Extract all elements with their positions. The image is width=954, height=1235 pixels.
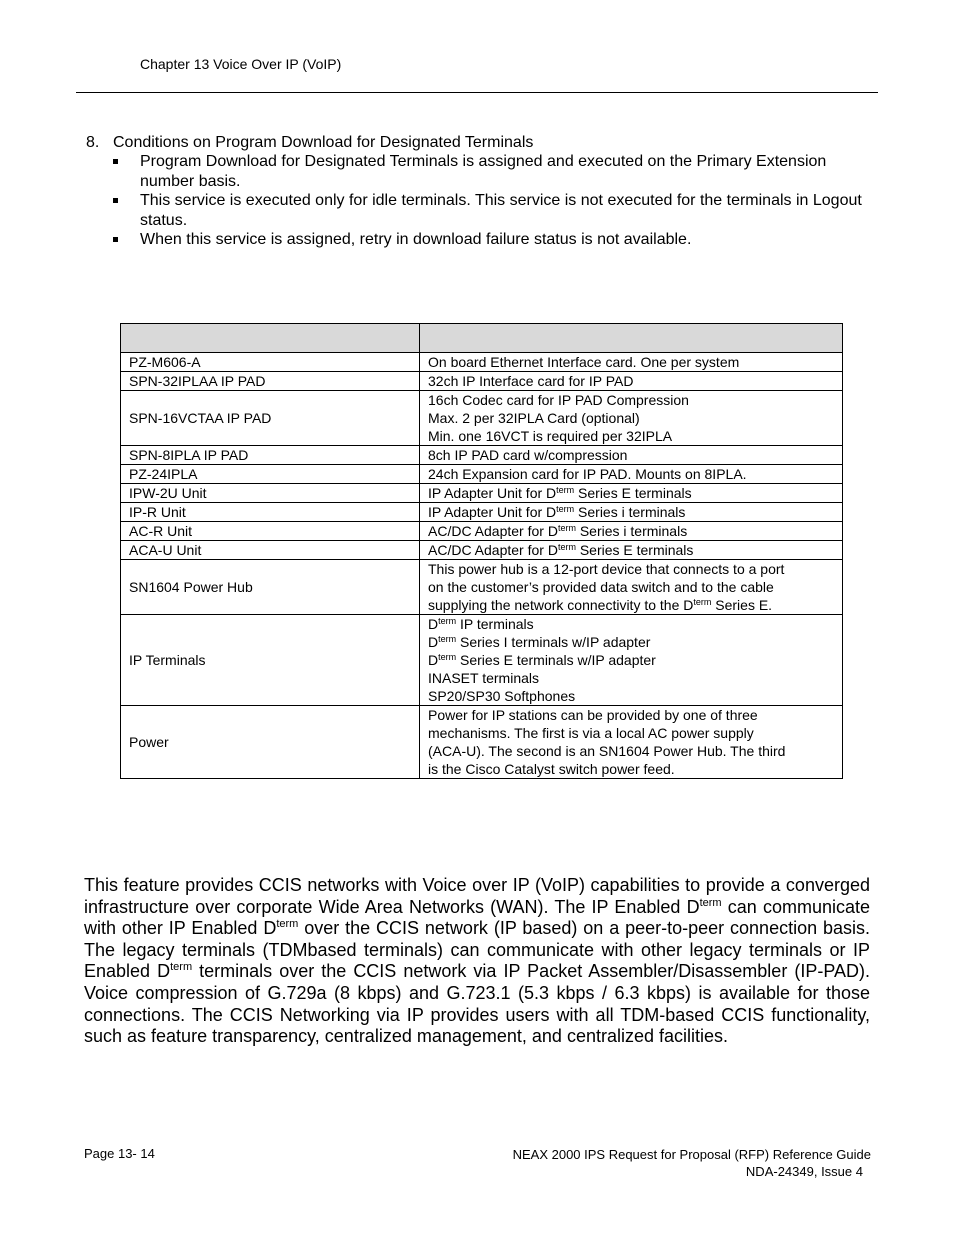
running-header: Chapter 13 Voice Over IP (VoIP): [140, 56, 342, 72]
square-bullet-icon: [113, 198, 118, 203]
table-row: PZ-M606-A On board Ethernet Interface card. One per system: [121, 353, 843, 372]
condition-number: 8.: [86, 134, 100, 151]
table-row: SN1604 Power Hub This power hub is a 12-port device that connects to a port on the customer’s provided data switch and to the cable supplying the network connectivity to the $D^{term}$ Series E.: [121, 560, 843, 615]
table-row: AC-R Unit AC/DC Adapter for $D^{term}$ Series i terminals: [121, 522, 843, 541]
ccis-voip-paragraph: This feature provides CCIS networks with Voice over IP (VoIP) capabilities to provide a converged infrastructure over corporate Wide Area Networks (WAN). The IP Enabled $D^{term}$ can communicate with other IP Enabled $D^{term}$ over the CCIS network (IP based) on a peer-to-peer connection basis. The legacy terminals (TDMbased terminals) can communicate with other legacy terminals or IP Enabled $D^{term}$ terminals over the CCIS network via IP Packet Assembler/Disassembler (IP-PAD). Voice compression of G.729a (8 kbps) and G.723.1 (5.3 kbps / 6.3 kbps) is available for those connections. The CCIS Networking via IP provides users with all TDM-based CCIS functionality, such as feature transparency, centralized management, and centralized facilities.: [84, 875, 871, 1047]
table-row: Power Power for IP stations can be provided by one of three mechanisms. The first is via a local AC power supply (ACA-U). The second is an SN1604 Power Hub. The third is the Cisco Catalyst switch power feed.: [121, 706, 843, 779]
footer-guide-title: NEAX 2000 IPS Request for Proposal (RFP) Reference Guide: [512, 1147, 871, 1162]
list-item: Program Download for Designated Terminals is assigned and executed on the Primary Extension number basis.: [112, 152, 872, 191]
table-row: SPN-32IPLAA IP PAD 32ch IP Interface card for IP PAD: [121, 372, 843, 391]
footer-doc-info: [513, 1146, 871, 1180]
table-row: IPW-2U Unit IP Adapter Unit for $D^{term}$ Series E terminals: [121, 484, 843, 503]
list-item: This service is executed only for idle terminals. This service is not executed for the terminals in Logout status.: [112, 191, 872, 230]
table-row: IP Terminals $D^{term}$ IP terminals $D^{term}$ Series I terminals w/IP adapter $D^{term}$ Series E terminals w/IP adapter INASET terminals SP20/SP30 Softphones: [121, 615, 843, 706]
condition-bullet-list: [112, 152, 872, 250]
header-cell: [420, 324, 843, 353]
list-item: When this service is assigned, retry in download failure status is not available.: [112, 230, 872, 250]
square-bullet-icon: [113, 237, 118, 242]
header-cell: [121, 324, 420, 353]
condition-heading: [86, 133, 533, 153]
table-row: SPN-16VCTAA IP PAD 16ch Codec card for IP PAD Compression Max. 2 per 32IPLA Card (optional) Min. one 16VCT is required per 32IPLA: [121, 391, 843, 446]
table-row: ACA-U Unit AC/DC Adapter for $D^{term}$ Series E terminals: [121, 541, 843, 560]
table-header-row: [121, 324, 843, 353]
page-number: Page 13- 14: [84, 1146, 155, 1161]
footer-doc-number: NDA-24349, Issue 4: [745, 1164, 863, 1179]
table-row: PZ-24IPLA 24ch Expansion card for IP PAD. Mounts on 8IPLA.: [121, 465, 843, 484]
hardware-table: [120, 323, 843, 779]
header-rule: [76, 92, 878, 93]
table-row: SPN-8IPLA IP PAD 8ch IP PAD card w/compression: [121, 446, 843, 465]
table-row: IP-R Unit IP Adapter Unit for $D^{term}$ Series i terminals: [121, 503, 843, 522]
square-bullet-icon: [113, 159, 118, 164]
condition-title: Conditions on Program Download for Designated Terminals: [113, 134, 534, 151]
